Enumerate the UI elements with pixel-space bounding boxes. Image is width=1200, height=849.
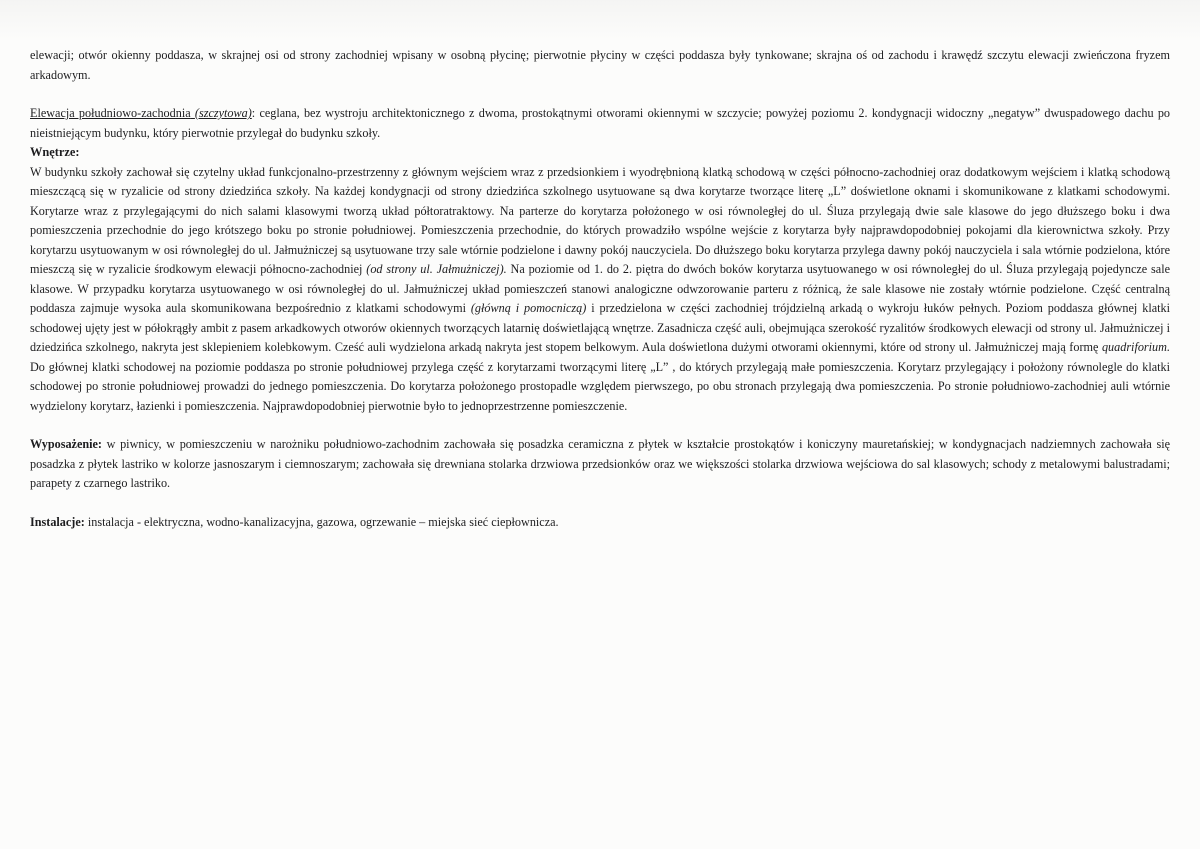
equipment-text: w piwnicy, w pomieszczeniu w narożniku południowo-zachodnim zachowała się posadzka ceramiczna z płytek w kształcie prostokątów i koniczyny mauretańskiej; w kondygnacjach nadziemnych zachowała się posadzka z płytek lastriko w kolorze jasnoszarym i ciemnoszarym; zachowała się drewniana stolarka drzwiowa przedsionków oraz we większości stolarka drzwiowa wejściowa do sal klasowych; schody z metalowymi balustradami; parapety z czarnego lastriko.: [30, 437, 1170, 490]
interior-text-part3: i przedzielona w części zachodniej trójdzielną arkadą o wykroju łuków pełnych. Poziom poddasza głównej klatki schodowej ujęty jest w półokrągły ambit z pasem arkadkowych otworów okiennych tworzących latarnię doświetlającą wnętrze. Zasadnicza część auli, obejmująca szerokość ryzalitów środkowych elewacji od strony ul. Jałmużniczej i dziedzińca szkolnego, nakryta jest sklepieniem kolebkowym. Cześć auli wydzielona arkadą nakryta jest stopem belkowym. Aula doświetlona dużymi otworami okiennymi, które od strony ul. Jałmużniczej mają formę: [30, 301, 1170, 354]
southwest-elevation-label: Elewacja południowo-zachodnia (szczytowa): [30, 106, 252, 120]
equipment-paragraph: [30, 435, 1170, 494]
interior-italic-1: (od strony ul. Jałmużniczej).: [366, 262, 507, 276]
southwest-elevation-text: ceglana, bez wystroju architektonicznego z dwoma, prostokątnymi otworami okiennymi w szczycie; powyżej poziomu 2. kondygnacji widoczny „negatyw” dwuspadowego dachu po nieistniejącym budynku, który pierwotnie przylegał do budynku szkoły.: [30, 106, 1171, 140]
intro-paragraph: elewacji; otwór okienny poddasza, w skrajnej osi od strony zachodniej wpisany w osobną płycinę; pierwotnie płyciny w części poddasza były tynkowane; skrajna oś od zachodu i krawędź szczytu elewacji zwieńczona fryzem arkadowym.: [30, 48, 1170, 82]
interior-heading: Wnętrze:: [30, 145, 80, 159]
document-page: [30, 46, 1170, 532]
scan-shadow: [0, 0, 1200, 40]
southwest-elevation-paragraph: [30, 104, 1170, 143]
installations-paragraph: [30, 513, 1170, 533]
interior-paragraph: [30, 163, 1170, 417]
southwest-elevation-colon: :: [251, 106, 256, 120]
interior-text-part1: W budynku szkoły zachował się czytelny układ funkcjonalno-przestrzenny z głównym wejściem wraz z przedsionkiem i wyodrębnioną klatką schodową w części północno-zachodniej oraz dodatkowym wejściem i klatką schodową mieszczącą się w ryzalicie od strony dziedzińca szkoły. Na każdej kondygnacji od strony dziedzińca szkolnego usytuowane są dwa korytarze tworzące literę „L” doświetlone oknami i skomunikowane z klatkami schodowymi. Korytarze wraz z przylegającymi do nich salami klasowymi tworzą układ półtoratraktowy. Na parterze do korytarza położonego w osi równoległej do ul. Śluza przylegają dwie sale klasowe do jego dłuższego boku i dwa pomieszczenia przechodnie do jego krótszego boku po stronie południowej. Pomieszczenia przechodnie, do których prowadziło wspólne wejście z korytarza były najprawdopodobniej pokojami dla kierownictwa szkoły. Przy korytarzu usytuowanym w osi równoległej do ul. Jałmużniczej są usytuowane trzy sale wtórnie podzielone i dawny pokój nauczyciela. Do dłuższego boku korytarza przylega dawny pokój nauczyciela i sala wtórnie podzielona, które mieszczą się w ryzalicie środkowym elewacji północno-zachodniej: [30, 164, 1170, 276]
interior-italic-2: (główną i pomocniczą): [470, 301, 587, 315]
interior-text-part2: Na poziomie od 1. do 2. piętra do dwóch boków korytarza usytuowanego w osi równoległej do ul. Śluza przylegają pojedyncze sale klasowe. W przypadku korytarza usytuowanego w osi równoległej do ul. Jałmużniczej układ pomieszczeń stanowi analogiczne odwzorowanie parteru z różnicą, że sale klasowe nie zostały wtórnie podzielone. Część centralną poddasza zajmuje wysoka aula skomunikowana bezpośrednio z klatkami schodowymi: [30, 262, 1171, 315]
installations-label: Instalacje:: [30, 514, 85, 529]
interior-italic-3: quadriforium.: [1101, 340, 1170, 354]
installations-text: instalacja - elektryczna, wodno-kanalizacyjna, gazowa, ogrzewanie – miejska sieć ciepłownicza.: [84, 514, 559, 529]
interior-text-part4: Do głównej klatki schodowej na poziomie poddasza po stronie południowej przylega część z korytarzami tworzącymi literę „L” , do których przylegają małe pomieszczenia. Korytarz przylegający i położony równolegle do klatki schodowej po stronie południowej prowadzi do jednego pomieszczenia. Do korytarza położonego prostopadle względem pierwszego, po obu stronach przylegają dwa pomieszczenia. Po stronie południowo-zachodniej auli wtórnie wydzielony korytarz, łazienki i pomieszczenia. Najprawdopodobniej pierwotnie było to jednoprzestrzenne pomieszczenie.: [30, 359, 1170, 413]
southwest-elevation-label-italic: (szczytowa): [194, 106, 252, 120]
equipment-label: Wyposażenie:: [30, 437, 102, 451]
